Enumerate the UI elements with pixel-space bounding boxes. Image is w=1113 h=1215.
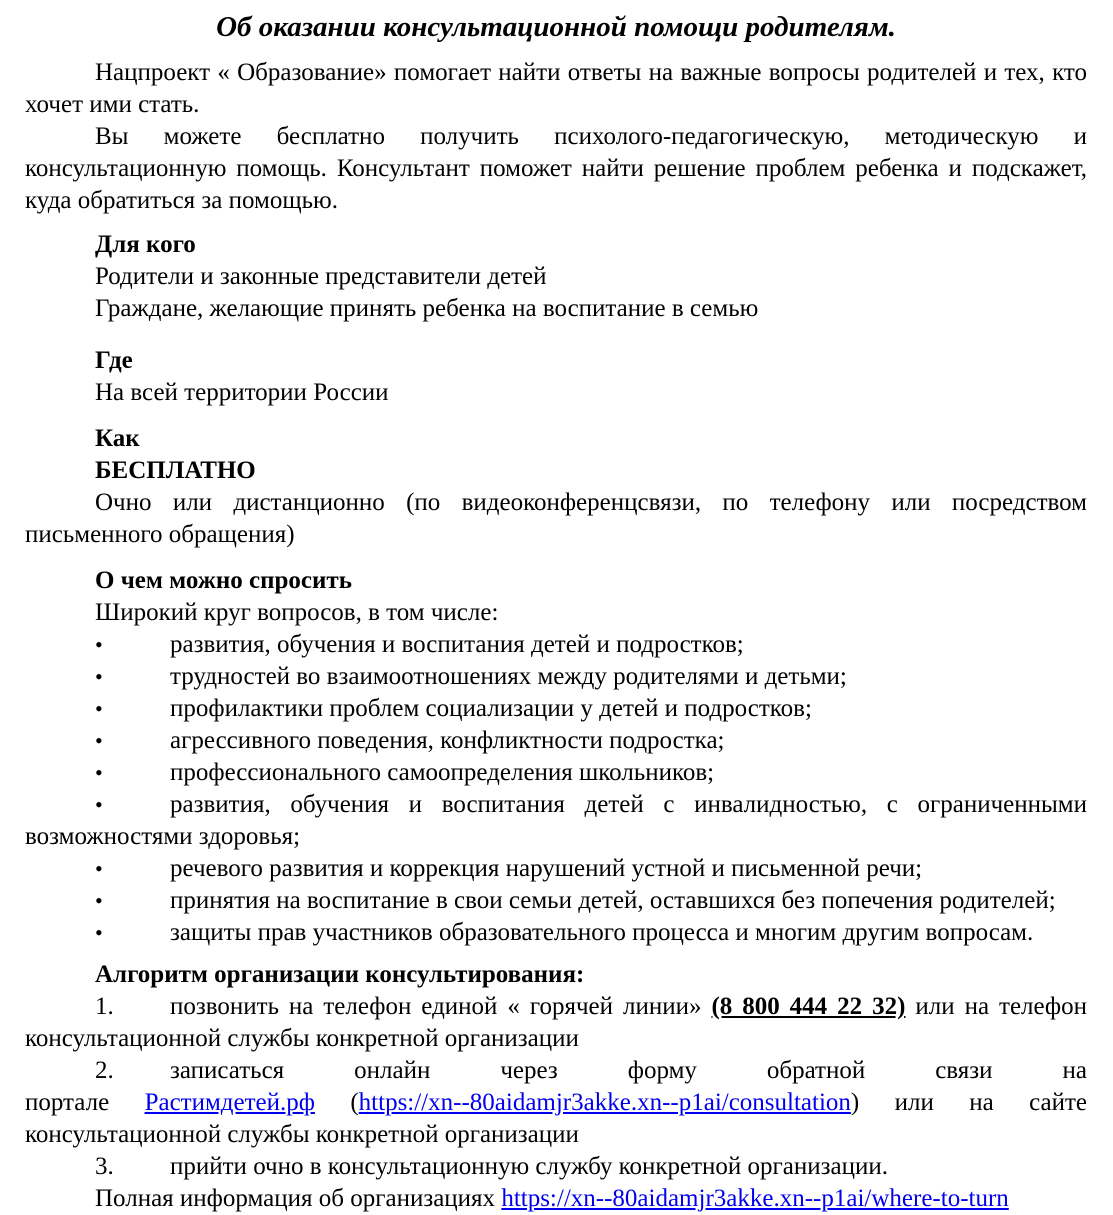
- bullet-item: [25, 853, 1087, 885]
- bullet-marker: •: [95, 696, 103, 721]
- bullet-item: [25, 917, 1087, 949]
- step2-line1-text: записаться онлайн через форму обратной связи на: [170, 1057, 1087, 1084]
- step2-line2-prefix: портале: [25, 1089, 145, 1116]
- bullet-item: [25, 725, 1087, 757]
- bullet-marker: •: [95, 728, 103, 753]
- more-info-line: [95, 1183, 1087, 1215]
- more-info-text: Полная информация об организациях: [95, 1185, 502, 1212]
- step3-text: прийти очно в консультационную службу конкретной организации.: [170, 1153, 889, 1180]
- rastimdetey-portal-link[interactable]: Растимдетей.рф: [144, 1089, 315, 1116]
- bullet-text: защиты прав участников образовательного процесса и многим другим вопросам.: [170, 919, 1034, 946]
- bullet-item: [25, 661, 1087, 693]
- step1-continuation: консультационной службы конкретной организации: [25, 1025, 579, 1052]
- bullet-text: профессионального самоопределения школьников;: [170, 759, 715, 786]
- section-heading-algorithm: Алгоритм организации консультирования:: [95, 961, 585, 988]
- step2-line2-suffix: или на сайте: [894, 1089, 1088, 1116]
- page-title: Об оказании консультационной помощи родителям.: [216, 11, 896, 43]
- step1-text-after-phone: или на телефон: [915, 993, 1088, 1020]
- bullet-text: развития, обучения и воспитания детей с инвалидностью, с ограниченными: [170, 791, 1087, 818]
- bullet-text: профилактики проблем социализации у детей и подростков;: [170, 695, 812, 722]
- bullet-item: [25, 789, 1087, 821]
- section-heading-where: Где: [95, 347, 133, 374]
- for-whom-item2: Граждане, желающие принять ребенка на воспитание в семью: [95, 295, 759, 322]
- bullet-marker: •: [95, 760, 103, 785]
- hotline-phone-number: (8 800 444 22 32): [711, 993, 906, 1020]
- step2-line2: [25, 1087, 1087, 1119]
- step2-line2-close-paren: ): [850, 1089, 895, 1116]
- step-number: 3.: [95, 1153, 114, 1180]
- topics-intro: Широкий круг вопросов, в том числе:: [95, 599, 499, 626]
- intro-p1-line1: Нацпроект « Образование» помогает найти ответы на важные вопросы родителей и тех, кто: [95, 59, 1087, 86]
- bullet-marker: •: [95, 792, 103, 817]
- bullet-text: принятия на воспитание в свои семьи детей, оставшихся без попечения родителей;: [170, 887, 1056, 914]
- bullet-item: [25, 629, 1087, 661]
- bullet-marker: •: [95, 856, 103, 881]
- section-heading-how: Как: [95, 425, 140, 452]
- numbered-step-3: [25, 1151, 1087, 1183]
- bullet-text-continuation: возможностями здоровья;: [25, 823, 301, 850]
- step-number: 2.: [95, 1057, 114, 1084]
- how-line2: письменного обращения): [25, 521, 295, 548]
- how-subheading-free: БЕСПЛАТНО: [95, 457, 256, 484]
- bullet-item: [25, 885, 1087, 917]
- where-to-turn-link[interactable]: https://xn--80aidamjr3akke.xn--p1ai/where-to-turn: [501, 1185, 1009, 1212]
- bullet-item: [25, 757, 1087, 789]
- intro-p2-line2: консультационную помощь. Консультант поможет найти решение проблем ребенка и подскажет,: [25, 155, 1087, 182]
- numbered-step-2: [25, 1055, 1087, 1087]
- section-heading-topics: О чем можно спросить: [95, 567, 352, 594]
- how-line1: Очно или дистанционно (по видеоконференцсвязи, по телефону или посредством: [95, 489, 1087, 516]
- step2-line2-open-paren: (: [314, 1089, 359, 1116]
- bullet-marker: •: [95, 632, 103, 657]
- bullet-marker: •: [95, 664, 103, 689]
- bullet-text: развития, обучения и воспитания детей и подростков;: [170, 631, 744, 658]
- bullet-text: речевого развития и коррекция нарушений устной и письменной речи;: [170, 855, 923, 882]
- for-whom-item1: Родители и законные представители детей: [95, 263, 547, 290]
- bullet-marker: •: [95, 888, 103, 913]
- step1-text-before-phone: позвонить на телефон единой « горячей линии»: [170, 993, 712, 1020]
- step-number: 1.: [95, 993, 114, 1020]
- bullet-text: агрессивного поведения, конфликтности подростка;: [170, 727, 725, 754]
- numbered-step-1: [25, 991, 1087, 1023]
- intro-p2-line1: Вы можете бесплатно получить психолого-педагогическую, методическую и: [95, 123, 1087, 150]
- intro-p2-line3: куда обратиться за помощью.: [25, 187, 338, 214]
- section-heading-for-whom: Для кого: [95, 231, 196, 258]
- bullet-text: трудностей во взаимоотношениях между родителями и детьми;: [170, 663, 847, 690]
- intro-p1-line2: хочет ими стать.: [25, 91, 200, 118]
- consultation-url-link[interactable]: https://xn--80aidamjr3akke.xn--p1ai/consultation: [358, 1089, 851, 1116]
- bullet-marker: •: [95, 920, 103, 945]
- where-text: На всей территории России: [95, 379, 389, 406]
- step2-continuation: консультационной службы конкретной организации: [25, 1121, 579, 1148]
- bullet-item: [25, 693, 1087, 725]
